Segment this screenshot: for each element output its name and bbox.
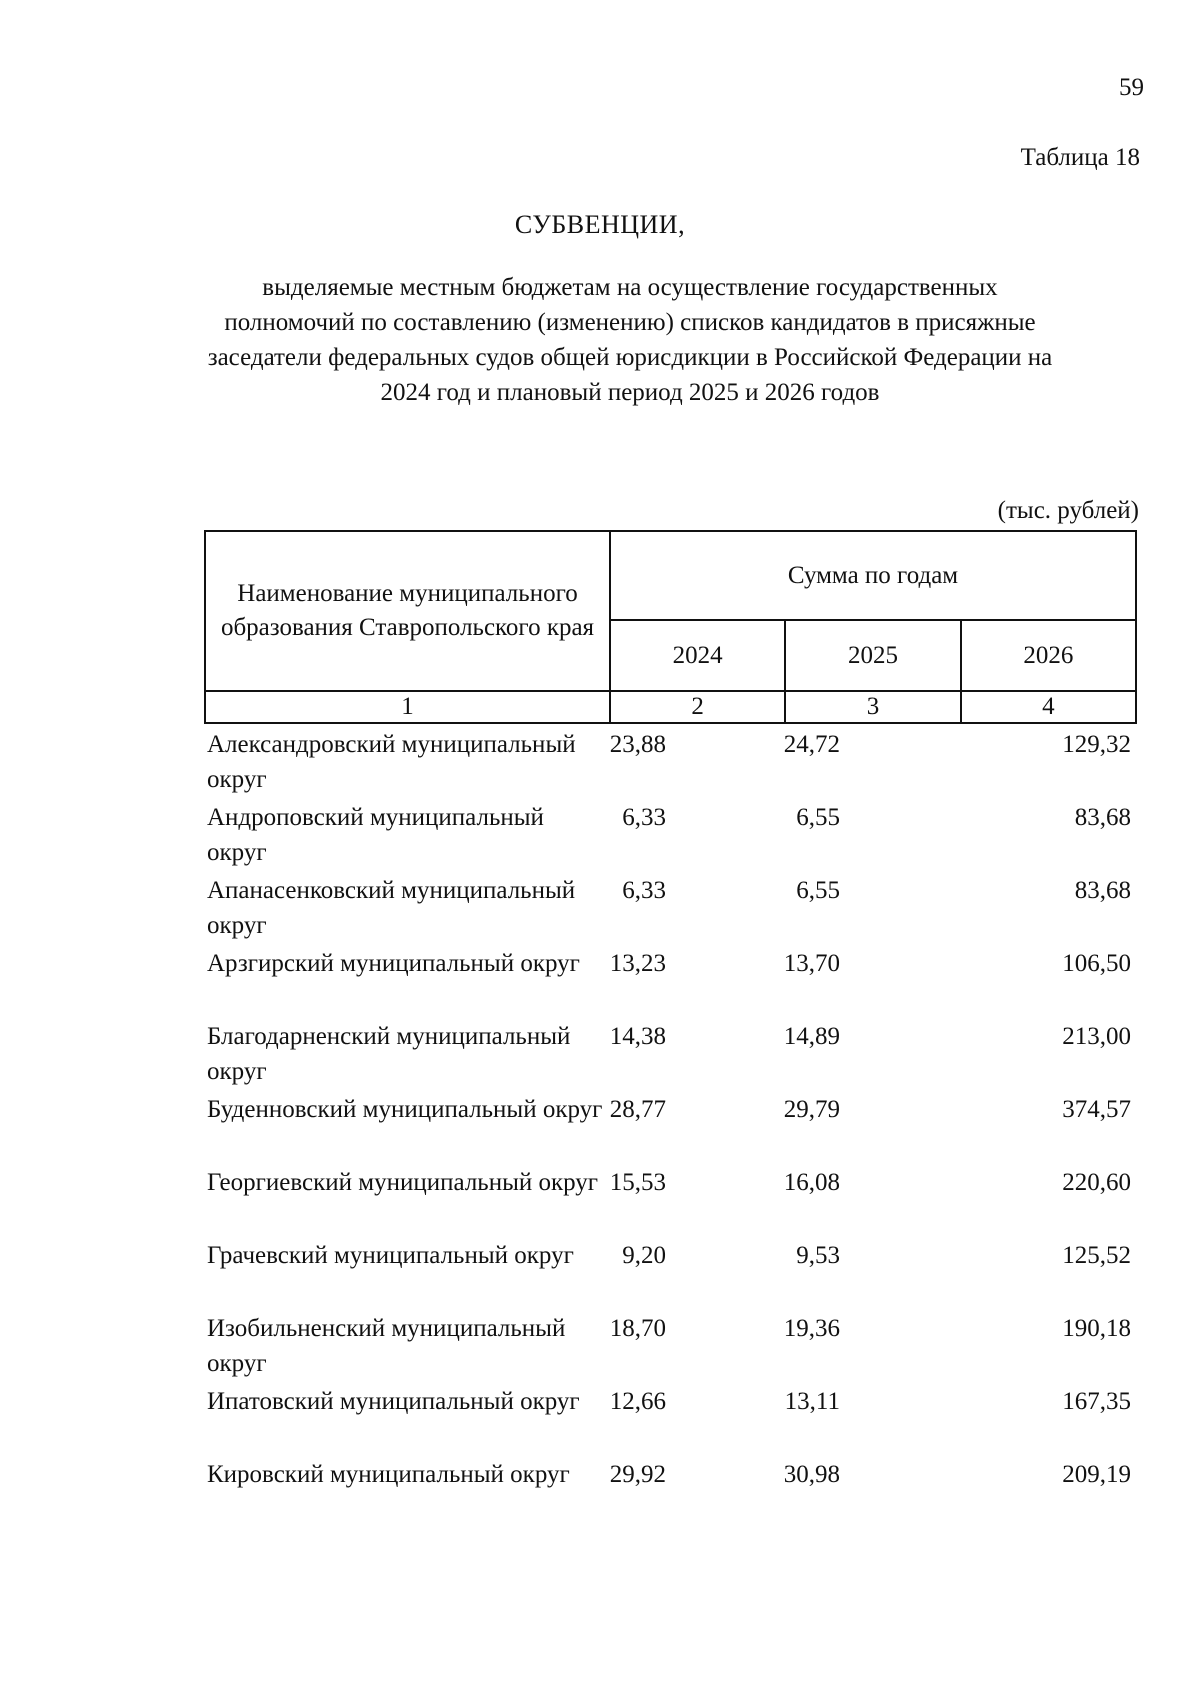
column-number: 2 xyxy=(610,691,785,723)
header-year-2024: 2024 xyxy=(610,620,785,691)
subsidy-table-body xyxy=(207,727,1137,1530)
value-2024: 6,33 xyxy=(622,877,666,904)
table-row xyxy=(207,1457,1137,1530)
value-2025: 16,08 xyxy=(783,1169,840,1196)
unit-note: (тыс. рублей) xyxy=(997,497,1139,524)
value-2025: 29,79 xyxy=(783,1096,840,1123)
table-row xyxy=(207,1019,1137,1092)
value-2024: 14,38 xyxy=(609,1023,666,1050)
value-2026: 220,60 xyxy=(1062,1169,1131,1196)
value-2026: 190,18 xyxy=(1062,1315,1131,1342)
document-title: СУБВЕНЦИИ, xyxy=(514,210,686,239)
header-year-2026: 2026 xyxy=(961,620,1136,691)
table-row xyxy=(207,873,1137,946)
value-2025: 30,98 xyxy=(783,1461,840,1488)
municipality-name: Кировский муниципальный округ xyxy=(207,1461,570,1488)
value-2025: 14,89 xyxy=(783,1023,840,1050)
municipality-name: Александровский муниципальный округ xyxy=(207,731,576,793)
value-2024: 13,23 xyxy=(609,950,666,977)
table-row xyxy=(207,946,1137,1019)
document-subtitle: выделяемые местным бюджетам на осуществление государственных полномочий по составлению (изменению) списков кандидатов в присяжные заседатели федеральных судов общей юрисдикции в Российской Федерации на 2024 год и плановый период 2025 и 2026 годов xyxy=(207,274,1053,406)
column-number: 4 xyxy=(961,691,1136,723)
municipality-name: Буденновский муниципальный округ xyxy=(207,1096,603,1123)
header-sum-column: Сумма по годам xyxy=(610,531,1136,620)
value-2025: 19,36 xyxy=(783,1315,840,1342)
table-row xyxy=(207,1092,1137,1165)
municipality-name: Андроповский муниципальный округ xyxy=(207,804,544,866)
column-number: 3 xyxy=(785,691,960,723)
table-row xyxy=(207,1165,1137,1238)
value-2026: 83,68 xyxy=(1074,804,1131,831)
municipality-name: Ипатовский муниципальный округ xyxy=(207,1388,580,1415)
value-2026: 374,57 xyxy=(1062,1096,1131,1123)
value-2024: 18,70 xyxy=(609,1315,666,1342)
value-2026: 83,68 xyxy=(1074,877,1131,904)
value-2026: 167,35 xyxy=(1062,1388,1131,1415)
subsidy-table-header xyxy=(204,530,1137,724)
page-number: 59 xyxy=(1119,74,1144,101)
value-2026: 213,00 xyxy=(1062,1023,1131,1050)
value-2024: 15,53 xyxy=(609,1169,666,1196)
municipality-name: Апанасенковский муниципальный округ xyxy=(207,877,576,939)
value-2025: 9,53 xyxy=(796,1242,840,1269)
value-2025: 6,55 xyxy=(796,877,840,904)
value-2024: 6,33 xyxy=(622,804,666,831)
table-row xyxy=(207,1384,1137,1457)
municipality-name: Арзгирский муниципальный округ xyxy=(207,950,580,977)
value-2026: 125,52 xyxy=(1062,1242,1131,1269)
column-number: 1 xyxy=(205,691,610,723)
municipality-name: Георгиевский муниципальный округ xyxy=(207,1169,599,1196)
table-row xyxy=(207,1238,1137,1311)
value-2024: 28,77 xyxy=(609,1096,666,1123)
table-row xyxy=(207,727,1137,800)
municipality-name: Грачевский муниципальный округ xyxy=(207,1242,574,1269)
value-2024: 12,66 xyxy=(609,1388,666,1415)
value-2026: 209,19 xyxy=(1062,1461,1131,1488)
value-2025: 24,72 xyxy=(783,731,840,758)
value-2025: 6,55 xyxy=(796,804,840,831)
value-2025: 13,70 xyxy=(783,950,840,977)
header-name-column: Наименование муниципального образования Ставропольского края xyxy=(205,531,610,691)
value-2024: 23,88 xyxy=(609,731,666,758)
header-year-2025: 2025 xyxy=(785,620,960,691)
table-row xyxy=(207,1311,1137,1384)
value-2026: 129,32 xyxy=(1062,731,1131,758)
table-label: Таблица 18 xyxy=(1020,144,1140,171)
value-2026: 106,50 xyxy=(1062,950,1131,977)
table-row xyxy=(207,800,1137,873)
municipality-name: Благодарненский муниципальный округ xyxy=(207,1023,571,1085)
municipality-name: Изобильненский муниципальный округ xyxy=(207,1315,566,1377)
value-2025: 13,11 xyxy=(784,1388,840,1415)
value-2024: 29,92 xyxy=(609,1461,666,1488)
value-2024: 9,20 xyxy=(622,1242,666,1269)
